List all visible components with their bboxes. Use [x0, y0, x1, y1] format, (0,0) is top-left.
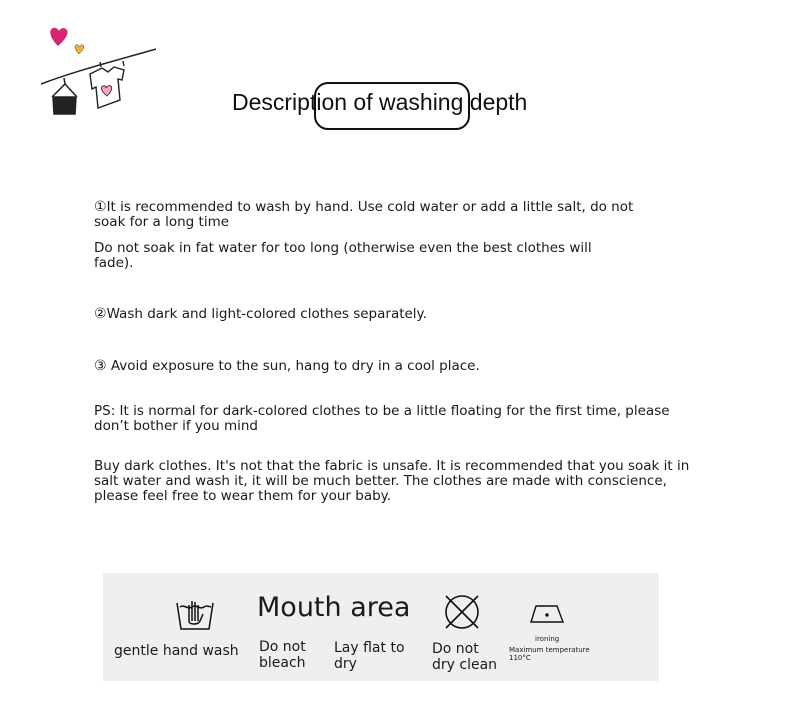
step-number-3: ③	[94, 358, 107, 374]
instruction-1-text: It is recommended to wash by hand. Use cold water or add a little salt, do not soak for a long time	[94, 199, 634, 230]
care-label-panel	[103, 573, 659, 681]
instruction-3-text: Avoid exposure to the sun, hang to dry in a cool place.	[106, 358, 480, 374]
ironing-temperature: Maximum temperature 110°C	[509, 646, 590, 662]
instruction-2-text: Wash dark and light-colored clothes separately.	[106, 306, 427, 322]
step-number-1: ①	[94, 199, 107, 215]
hand-wash-icon	[176, 595, 214, 631]
no-dry-clean-icon	[443, 593, 481, 631]
instruction-1-note: Do not soak in fat water for too long (otherwise even the best clothes will fade).	[94, 240, 592, 271]
hand-wash-label: gentle hand wash	[114, 643, 239, 659]
no-dry-clean-label: Do not dry clean	[432, 641, 498, 673]
ironing-label: ironing	[535, 635, 560, 643]
page-title: Description of washing depth	[232, 89, 528, 115]
heart-yellow-icon	[75, 45, 84, 54]
hanging-pants-icon	[52, 78, 77, 114]
dark-clothes-note: Buy dark clothes. It's not that the fabric is unsafe. It is recommended that you soak it in salt water and wash it, it will be much better. The clothes are made with conscience, please feel free to wear them for your baby.	[94, 458, 690, 504]
instruction-3	[94, 359, 654, 374]
mouth-area-heading: Mouth area	[257, 592, 411, 623]
clothesline-illustration	[38, 22, 162, 122]
instruction-1	[94, 200, 634, 230]
lay-flat-label: Lay flat to dry	[334, 640, 405, 672]
hanging-shirt-icon	[90, 61, 124, 108]
step-number-2: ②	[94, 306, 107, 322]
no-bleach-label: Do not bleach	[259, 639, 306, 671]
iron-icon	[529, 601, 565, 625]
heart-pink-icon	[50, 28, 67, 46]
instruction-2	[94, 307, 654, 322]
ps-note: PS: It is normal for dark-colored clothes to be a little floating for the first time, please don’t bother if you mind	[94, 403, 670, 434]
